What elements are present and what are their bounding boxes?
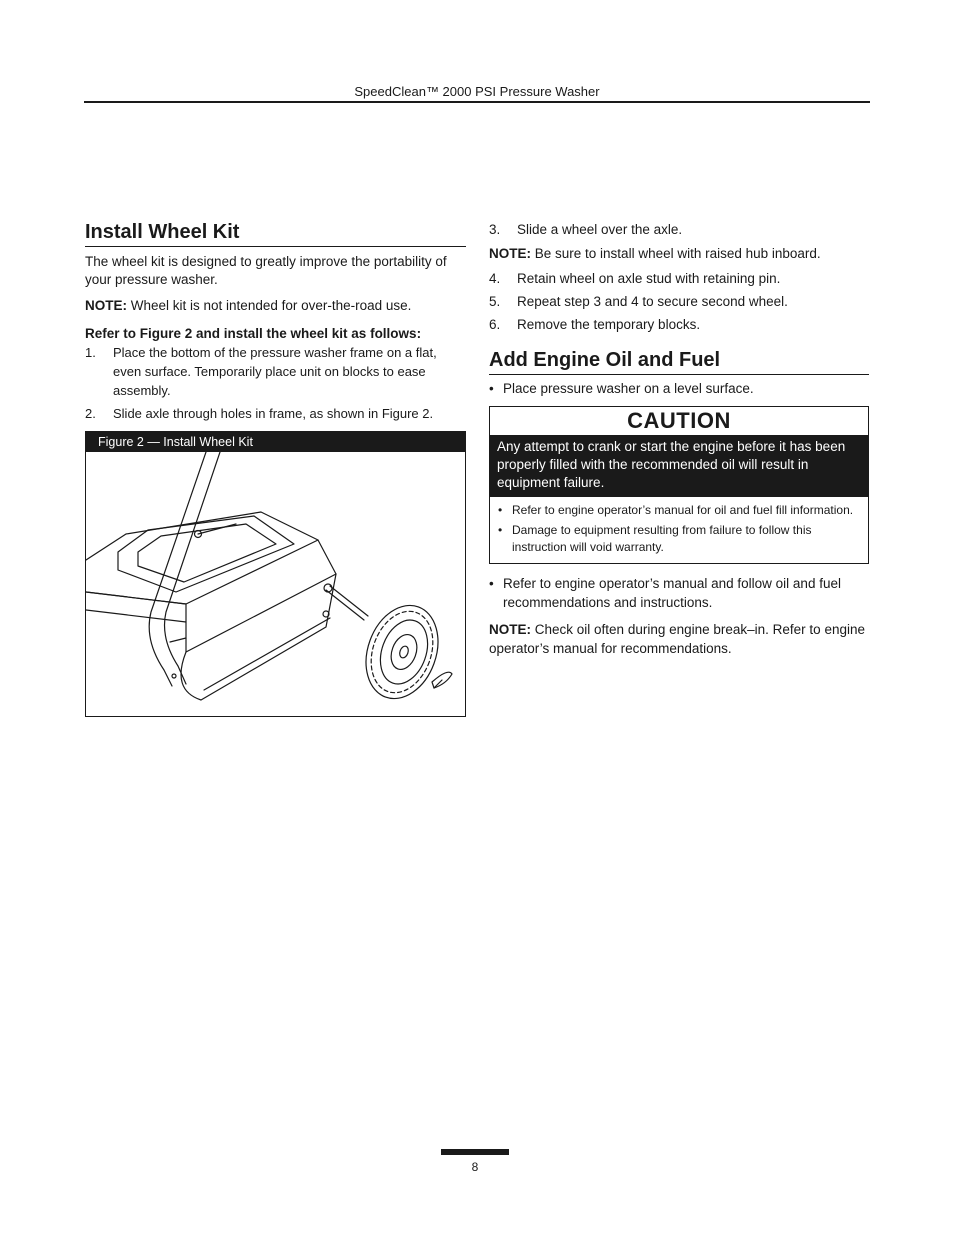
figure-2-box: [85, 431, 466, 717]
note-text: Wheel kit is not intended for over-the-road use.: [130, 298, 412, 313]
list-item: [489, 269, 869, 288]
caution-item-text: Damage to equipment resulting from failure to follow this instruction will void warranty.: [512, 523, 812, 554]
step-text: Repeat step 3 and 4 to secure second wheel.: [517, 294, 788, 309]
wheel-axle-bore: [398, 645, 410, 659]
step-text: Place the bottom of the pressure washer frame on a flat, even surface. Temporarily place unit on blocks to ease assembly.: [113, 345, 437, 398]
steps-list-right-a: [489, 220, 869, 239]
step-text: Remove the temporary blocks.: [517, 317, 701, 332]
left-column: [85, 220, 466, 717]
section-heading-add-engine-oil: Add Engine Oil and Fuel: [489, 348, 869, 375]
bullet-list-recommendations: [489, 574, 869, 612]
note-paragraph-hub: [489, 245, 869, 263]
list-item: [85, 343, 466, 400]
step-number: 3.: [489, 222, 501, 237]
step-number: 4.: [489, 271, 501, 286]
wheel-hub: [387, 631, 422, 673]
bullet-glyph: •: [498, 523, 503, 537]
axle-rod-edge: [330, 586, 368, 616]
note-paragraph: [85, 297, 466, 315]
list-item: [85, 404, 466, 423]
step-text: Slide a wheel over the axle.: [517, 222, 683, 237]
frame-plate-outline: [118, 516, 294, 592]
caution-warning: Any attempt to crank or start the engine before it has been properly filled with the recommended oil will result in equipment failure.: [490, 435, 868, 497]
bullet-text: Place pressure washer on a level surface.: [503, 381, 754, 396]
step-number: 1.: [85, 345, 96, 360]
step-number: 6.: [489, 317, 501, 332]
bullet-glyph: •: [489, 381, 494, 396]
bullet-text: Refer to engine operator’s manual and follow oil and fuel recommendations and instructions.: [503, 576, 841, 610]
figure-caption: Figure 2 — Install Wheel Kit: [86, 432, 465, 452]
frame-top-outline: [86, 512, 318, 604]
step-text: Slide axle through holes in frame, as shown in Figure 2.: [113, 406, 434, 421]
list-item: [489, 315, 869, 334]
caution-title: CAUTION: [627, 408, 731, 433]
handle-bracket: [170, 638, 186, 642]
frame-bolt-hole: [172, 674, 176, 678]
instruction-text: Refer to Figure 2 and install the wheel kit as follows:: [85, 326, 422, 341]
note-text: Check oil often during engine break–in. Refer to engine operator’s manual for recommendations.: [489, 622, 865, 656]
step-number: 2.: [85, 406, 96, 421]
handle-tube-left: [149, 452, 206, 686]
footer-bar: [441, 1149, 509, 1155]
caution-item-text: Refer to engine operator’s manual for oil and fuel fill information.: [512, 503, 854, 517]
step-text: Retain wheel on axle stud with retaining pin.: [517, 271, 781, 286]
header-rule: [84, 101, 870, 103]
note-label: NOTE:: [85, 298, 127, 313]
note-paragraph-break-in: [489, 620, 869, 658]
note-label: NOTE:: [489, 622, 531, 637]
intro-paragraph: The wheel kit is designed to greatly improve the portability of your pressure washer.: [85, 254, 447, 287]
page-number: 8: [471, 1160, 479, 1174]
instruction-line: [85, 325, 466, 343]
running-header: SpeedClean™ 2000 PSI Pressure Washer: [354, 84, 600, 99]
caution-list: [490, 497, 868, 563]
wheel-kit-illustration: [86, 452, 465, 716]
section-heading-install-wheel-kit: Install Wheel Kit: [85, 220, 466, 247]
steps-list-right-b: [489, 269, 869, 334]
list-item: [498, 522, 860, 556]
frame-skid: [181, 574, 336, 700]
right-column: [489, 220, 869, 658]
axle-rod: [326, 590, 364, 620]
list-item: [489, 292, 869, 311]
note-text: Be sure to install wheel with raised hub inboard.: [534, 246, 821, 261]
frame-plate-inner: [138, 524, 276, 582]
caution-box: [489, 406, 869, 564]
bullet-glyph: •: [489, 576, 494, 591]
list-item: [489, 574, 869, 612]
list-item: [498, 502, 860, 519]
bullet-list-level: [489, 379, 869, 398]
axle-end: [324, 584, 332, 592]
bullet-glyph: •: [498, 503, 503, 517]
steps-list-left: [85, 343, 466, 423]
frame-skid-line: [204, 618, 330, 690]
list-item: [489, 379, 869, 398]
list-item: [489, 220, 869, 239]
axle-stub-left: [198, 524, 236, 534]
step-number: 5.: [489, 294, 501, 309]
note-label: NOTE:: [489, 246, 531, 261]
